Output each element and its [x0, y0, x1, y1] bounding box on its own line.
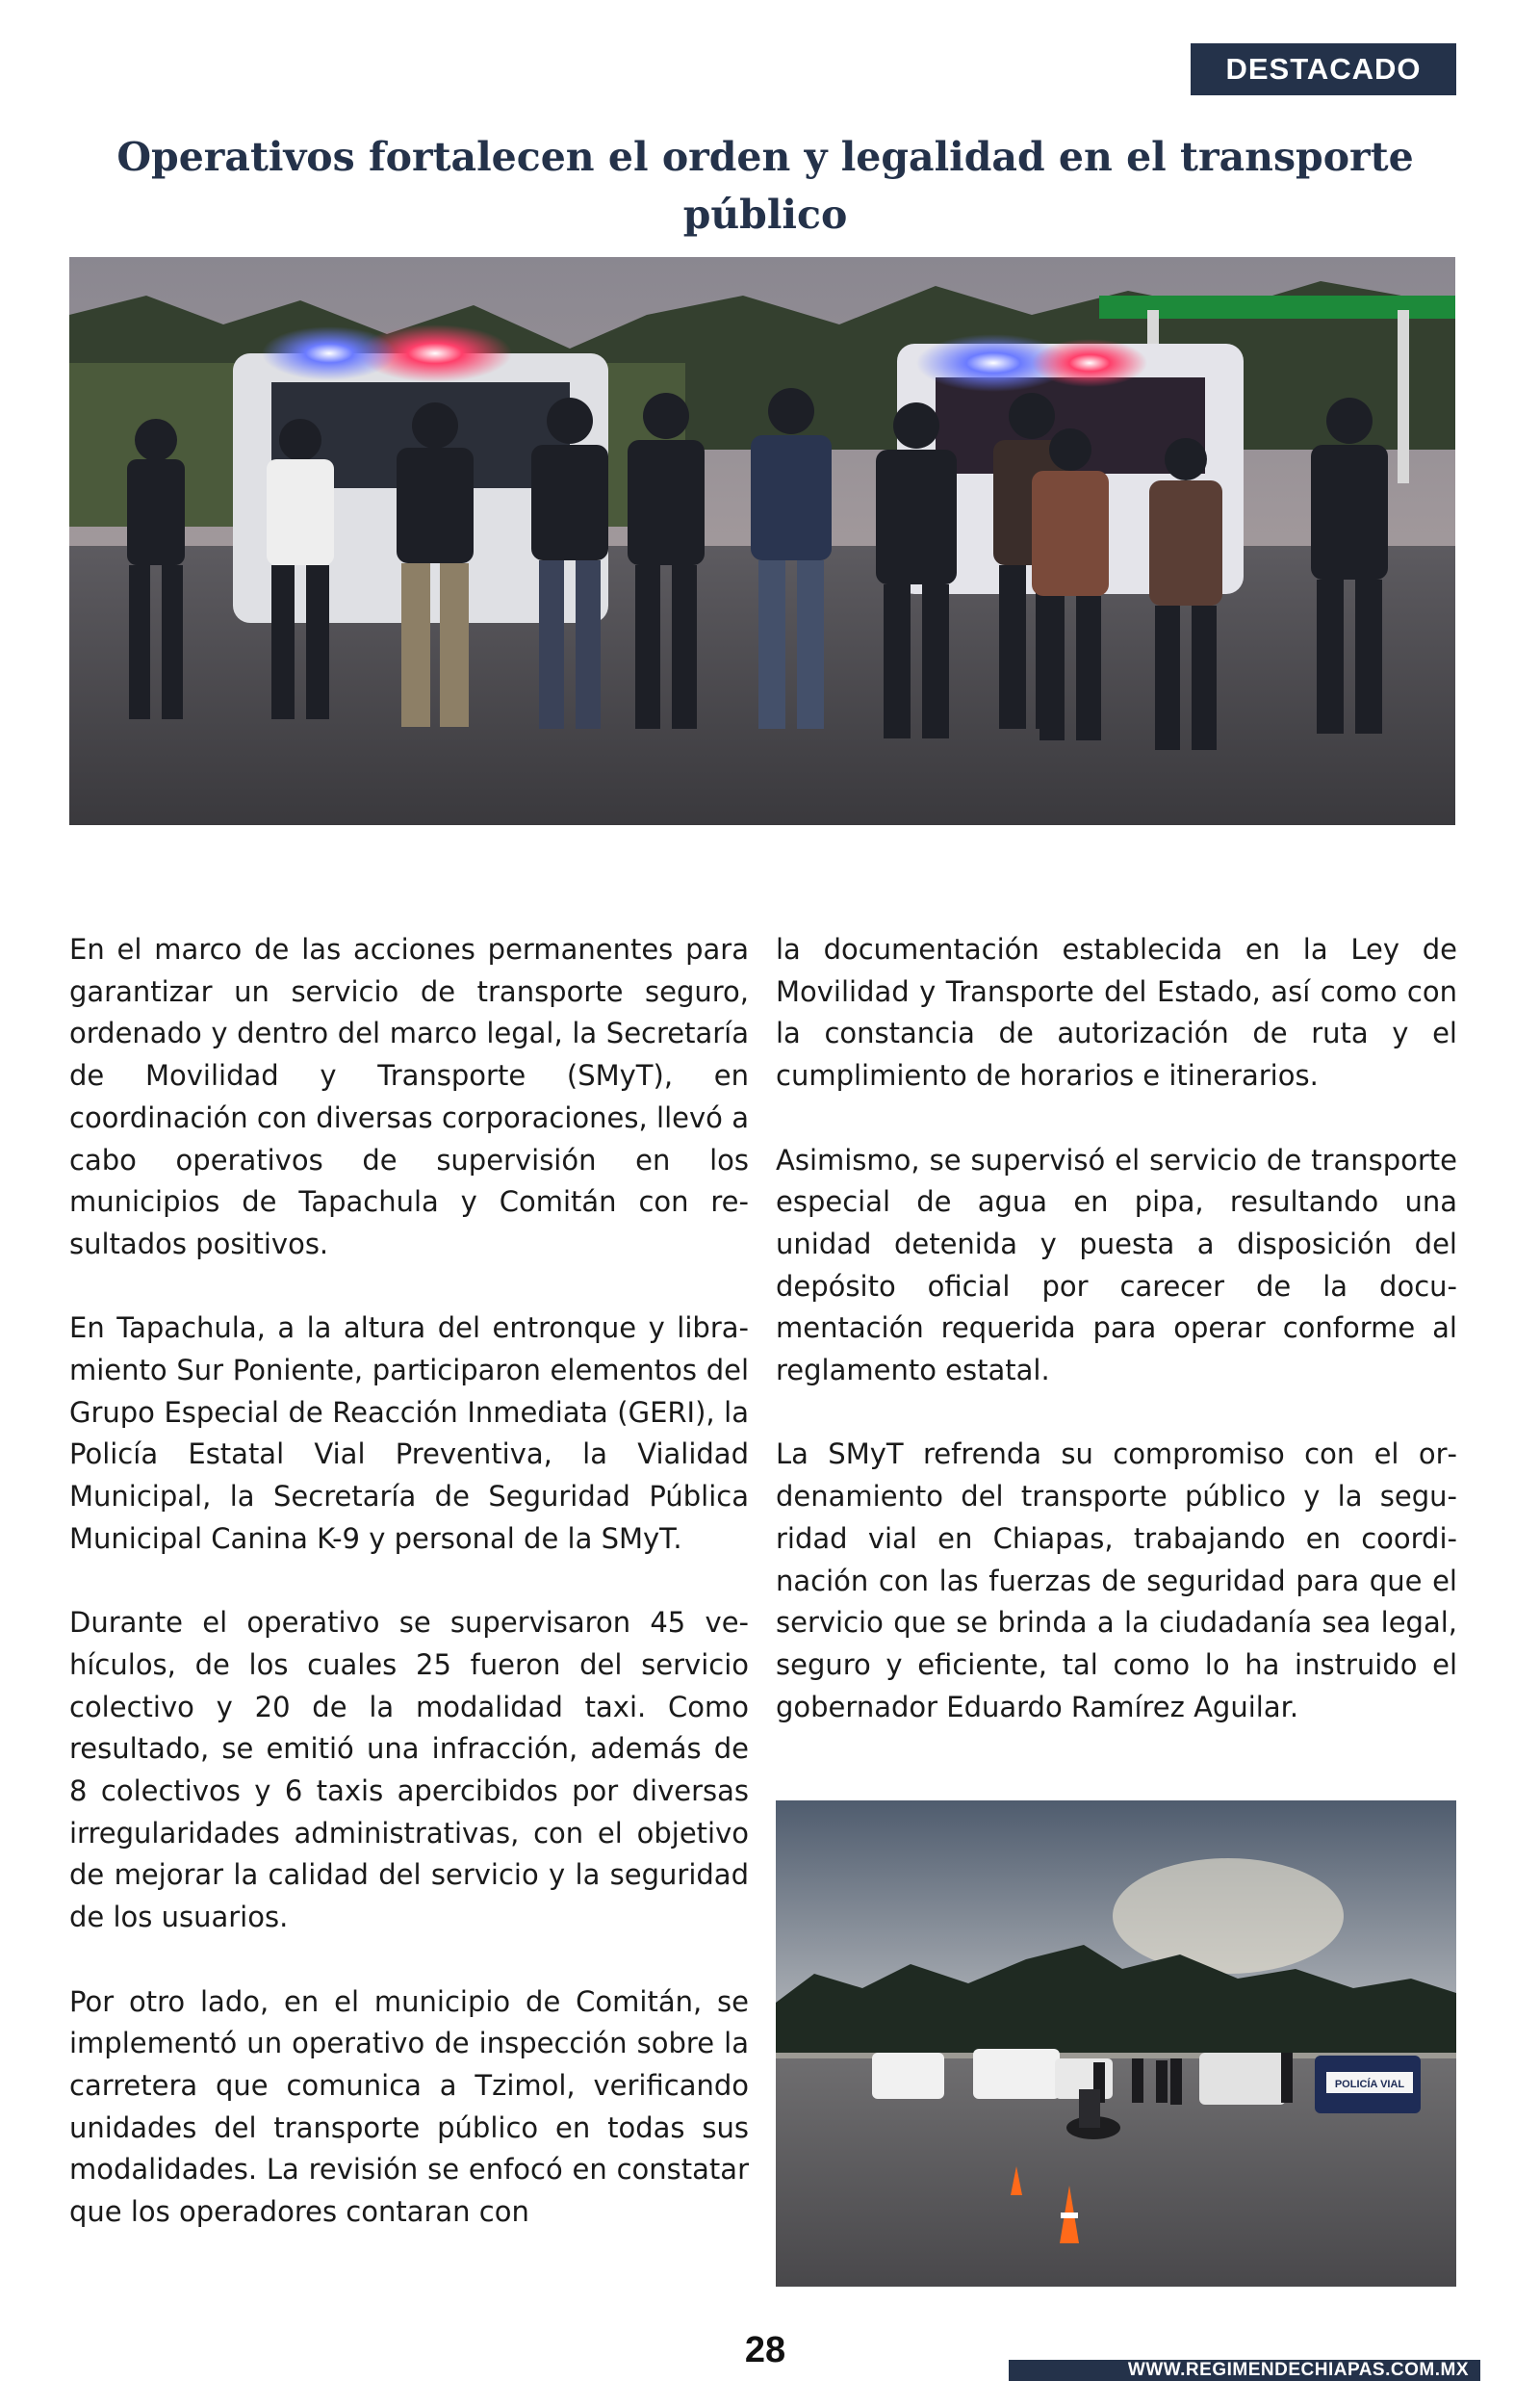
photo-checkpoint-road — [776, 1800, 1456, 2287]
vehicle-label: POLICÍA VIAL — [1334, 2079, 1405, 2090]
paragraph: Por otro lado, en el municipio de Comitán, se implementó un operativo de inspección sobre la carretera que comunica a Tzimol, verificando unidades del transporte público en todas sus modalidades. La revisión se enfocó en constatar que los operadores contaran con — [69, 1984, 749, 2229]
paragraph: En Tapachula, a la altura del entronque y libramiento Sur Poniente, participaron elementos del Grupo Especial de Reacción Inmediata (GERI), la Policía Estatal Vial Preventiva, la Vialidad Municipal, la Secretaría de Seguridad Pública Municipal Canina K-9 y personal de la SMyT. — [69, 1311, 749, 1555]
paragraph: la documentación establecida en la Ley de Movilidad y Transporte del Estado, así como con la constancia de autorización de ruta y el cumplimiento de horarios e itinerarios. — [776, 933, 1457, 1093]
article-title: Operativos fortalecen el orden y legalidad en el transporte público — [116, 134, 1414, 238]
article-column-left — [69, 929, 749, 2275]
page-number: 28 — [744, 2330, 786, 2370]
website-footer: WWW.REGIMENDECHIAPAS.COM.MX — [1009, 2360, 1480, 2381]
paragraph: Asimismo, se supervisó el servicio de transporte especial de agua en pipa, resultando una unidad detenida y puesta a disposición del depósito oficial por carecer de la documentación requerida para operar conforme al reglamento estatal. — [776, 1143, 1457, 1387]
paragraph: Durante el operativo se supervisaron 45 vehículos, de los cuales 25 fueron del servicio colectivo y 20 de la modalidad taxi. Como resultado, se emitió una infracción, además de 8 colectivos y 6 taxis apercibidos por diversas irregularidades administrativas, con el objetivo de mejorar la calidad del servicio y la seguridad de los usuarios. — [69, 1606, 749, 1934]
section-badge: DESTACADO — [1191, 43, 1456, 95]
paragraph: En el marco de las acciones permanentes para garantizar un servicio de transporte seguro, ordenado y dentro del marco legal, la Secretaría de Movilidad y Transporte (SMyT), en coordinación con diversas corporaciones, llevó a cabo operativos de supervisión en los municipios de Tapachula y Comitán con resultados positivos. — [69, 933, 749, 1260]
paragraph: La SMyT refrenda su compromiso con el ordenamiento del transporte público y la seguridad vial en Chiapas, trabajando en coordinación con las fuerzas de seguridad para que el servicio que se brinda a la ciudadanía sea legal, seguro y eficiente, tal como lo ha instruido el gobernador Eduardo Ramírez Aguilar. — [776, 1437, 1457, 1723]
photo-operativo-team — [69, 257, 1455, 825]
article-column-right — [776, 929, 1457, 1771]
